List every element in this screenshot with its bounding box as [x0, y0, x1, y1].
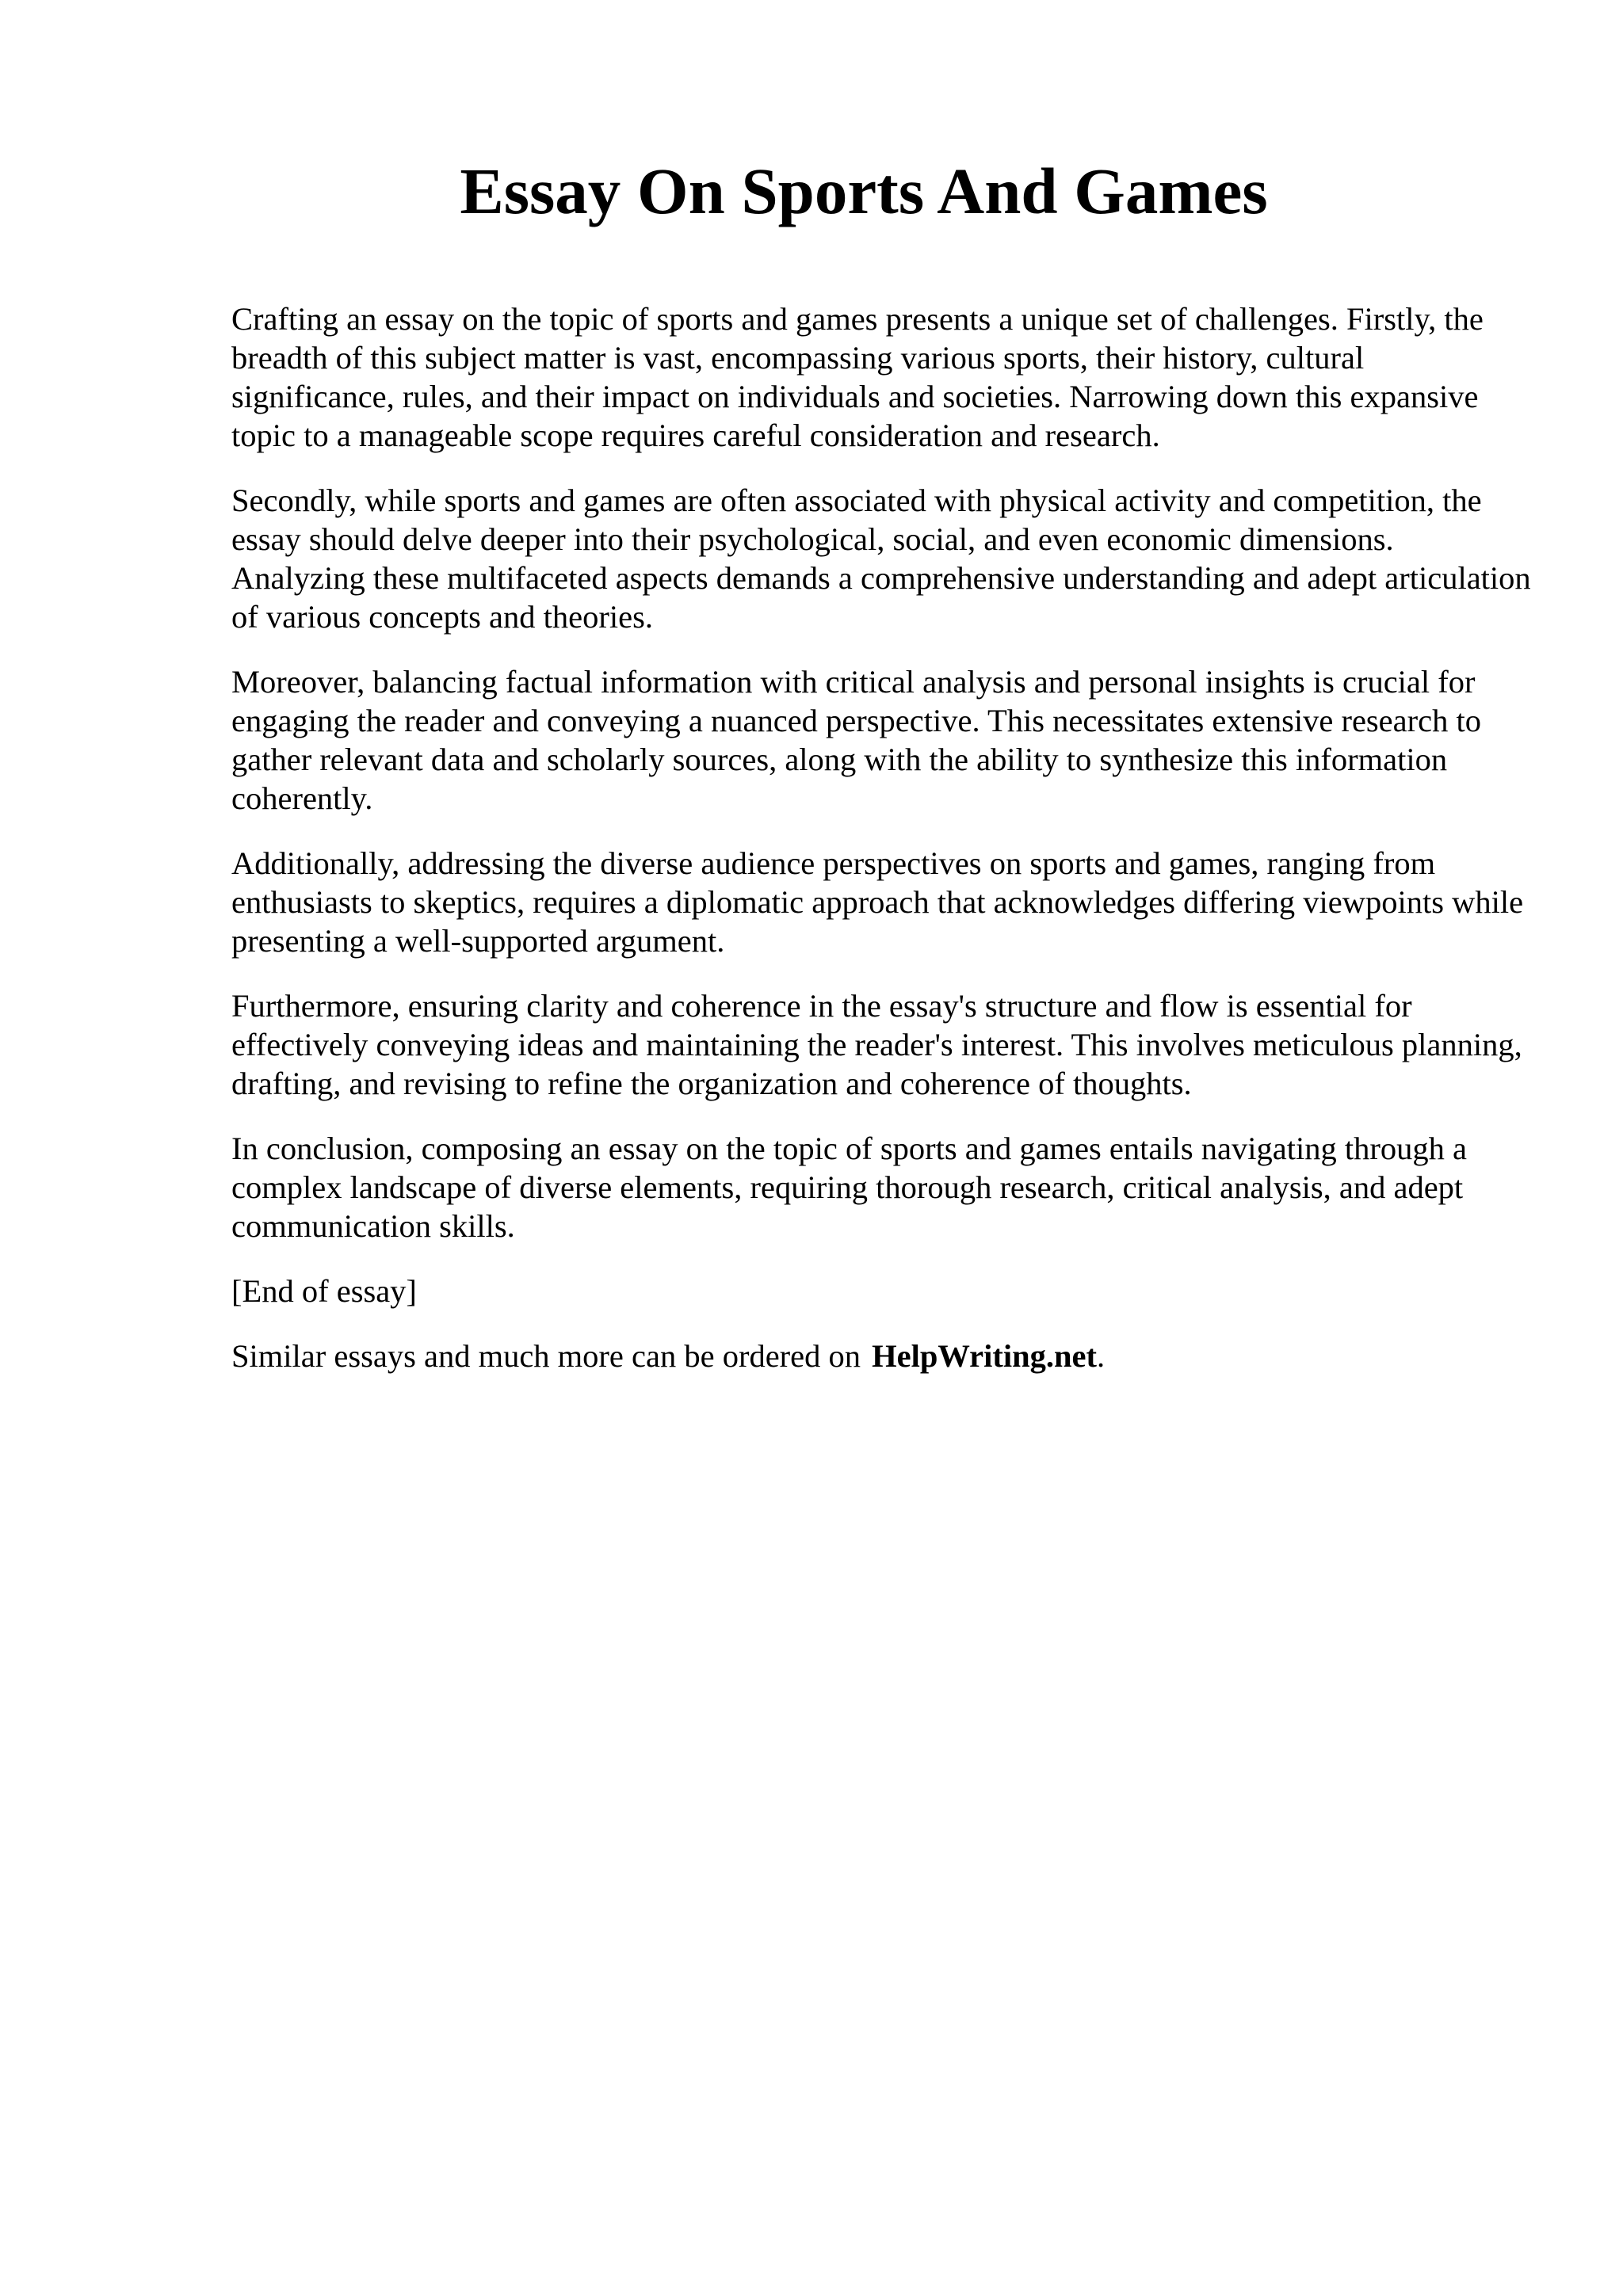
paragraph-1: Crafting an essay on the topic of sports and games presents a unique set of challenges. Firstly, the breadth of this subject matter is vast, encompassing various sports, their history, cultural significance, rules, and their impact on individuals and societies. Narrowing down this expansive topic to a manageable scope requires careful consideration and research. [231, 301, 1484, 453]
promo-footer-period: . [1097, 1338, 1106, 1374]
brand-link[interactable]: HelpWriting.net [872, 1338, 1098, 1374]
paragraph-5: Furthermore, ensuring clarity and coherence in the essay's structure and flow is essential for effectively conveying ideas and maintaining the reader's interest. This involves meticulous planning, drafting, and revising to refine the organization and coherence of thoughts. [231, 988, 1522, 1101]
promo-footer [231, 1337, 1531, 1375]
end-of-essay-marker: [End of essay] [231, 1273, 417, 1309]
essay-body [231, 299, 1531, 1402]
promo-footer-text: Similar essays and much more can be ordered on [231, 1338, 869, 1374]
paragraph-4: Additionally, addressing the diverse audience perspectives on sports and games, ranging from enthusiasts to skeptics, requires a diplomatic approach that acknowledges differing viewpoints while presenting a well-supported argument. [231, 845, 1524, 959]
paragraph-3: Moreover, balancing factual information with critical analysis and personal insights is crucial for engaging the reader and conveying a nuanced perspective. This necessitates extensive research to gather relevant data and scholarly sources, along with the ability to synthesize this information coherently. [231, 664, 1481, 816]
paragraph-2: Secondly, while sports and games are often associated with physical activity and competition, the essay should delve deeper into their psychological, social, and even economic dimensions. Analyzing these multifaceted aspects demands a comprehensive understanding and adept articulation of various concepts and theories. [231, 482, 1531, 635]
page-title: Essay On Sports And Games [460, 154, 1268, 227]
paragraph-6: In conclusion, composing an essay on the topic of sports and games entails navigating through a complex landscape of diverse elements, requiring thorough research, critical analysis, and adept communication skills. [231, 1131, 1467, 1244]
